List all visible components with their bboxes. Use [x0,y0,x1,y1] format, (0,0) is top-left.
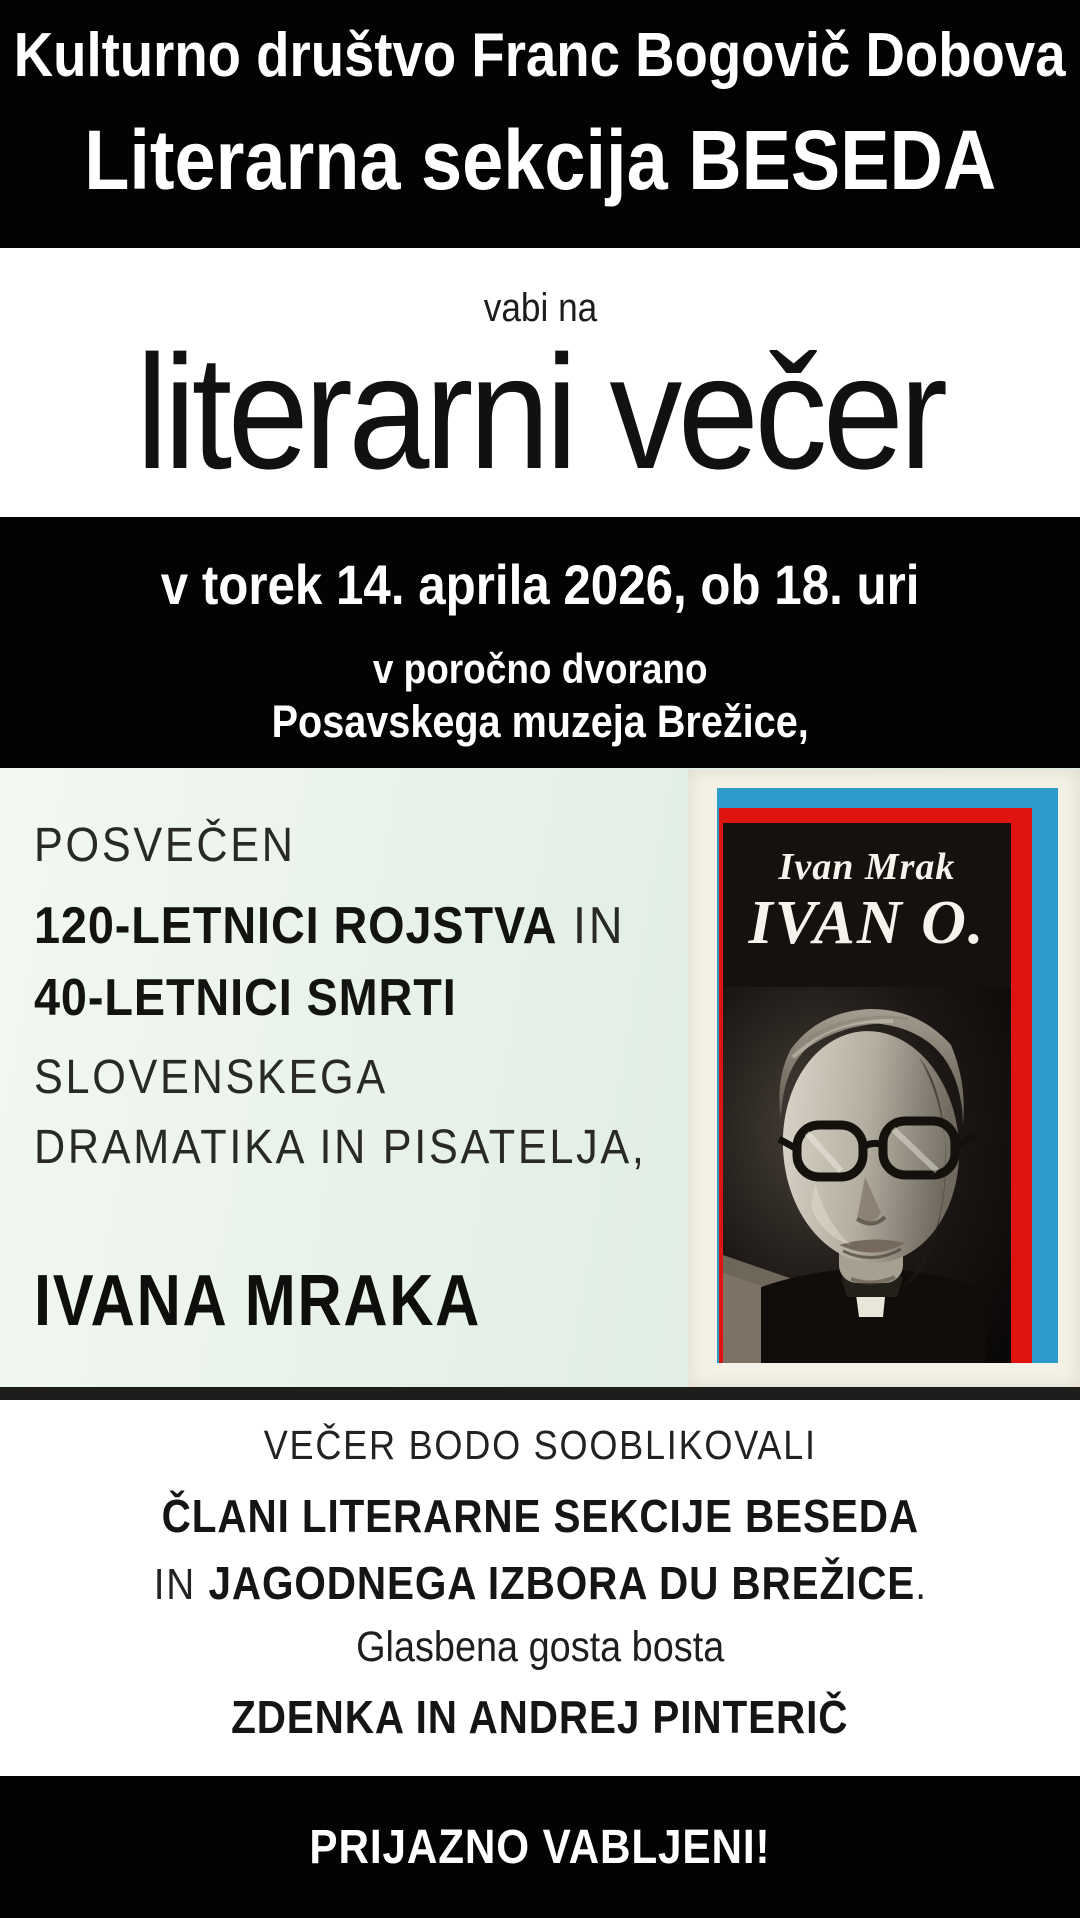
dedication-line2-bold: 120-LETNICI ROJSTVA [34,897,558,955]
program-line3-prefix: IN [153,1560,209,1609]
book-cover-blue-frame [717,788,1058,1363]
footer-message [278,1820,802,1875]
book-photo [688,770,1080,1387]
venue-line2 [235,696,845,748]
event-datetime-text: v torek 14. aprila 2026, ob 18. uri [160,553,920,616]
organization-name-text: Kulturno društvo Franc Bogovič Dobova [14,21,1066,90]
book-cover-red-frame [719,808,1032,1363]
program-line5 [0,1690,1080,1743]
dedication-line5 [34,1120,715,1175]
program-section [0,1400,1080,1776]
program-line2-text: ČLANI LITERARNE SEKCIJE BESEDA [161,1490,919,1542]
dedication-line4-text: SLOVENSKEGA [34,1051,388,1104]
dedication-line5-text: DRAMATIKA IN PISATELJA, [34,1121,647,1174]
organization-name [0,12,1080,100]
book-cover-black-field [723,823,1011,1363]
section-name [22,110,1058,210]
dedication-line2 [34,896,691,956]
event-title-text: literarni večer [136,322,944,503]
dedication-line1 [34,818,325,873]
portrait-photo [723,987,1011,1363]
dedication-line2-light: IN [557,897,626,955]
program-line4-text: Glasbena gosta bosta [355,1623,725,1671]
section-name-text: Literarna sekcija BESEDA [83,113,997,207]
program-line3-suffix: . [914,1560,927,1609]
honoree-name [34,1260,560,1342]
dedication-line1-text: POSVEČEN [34,819,296,872]
book-author: Ivan Mrak [778,846,956,888]
program-line4 [0,1623,1080,1671]
program-line1 [0,1422,1080,1468]
date-banner [0,517,1080,768]
book-title: IVAN O. [748,889,986,957]
venue-line2-text: Posavskega muzeja Brežice, [271,696,809,747]
event-datetime [109,553,971,617]
invite-lead-text: vabi na [483,286,597,330]
dedication-line3 [34,968,504,1028]
venue-line1-text: v poročno dvorano [372,645,708,692]
honoree-name-text: IVANA MRAKA [34,1261,482,1341]
program-line3 [0,1556,1080,1609]
invite-section [0,248,1080,517]
program-line3-bold: JAGODNEGA IZBORA DU BREŽICE [208,1557,915,1609]
event-title [0,320,1080,506]
header-banner [0,0,1080,248]
footer-message-text: PRIJAZNO VABLJENI! [309,1820,771,1874]
dedication-line3-text: 40-LETNICI SMRTI [34,969,457,1027]
program-line1-text: VEČER BODO SOOBLIKOVALI [263,1422,817,1468]
program-line5-text: ZDENKA IN ANDREJ PINTERIČ [231,1691,849,1743]
section-divider [0,1387,1080,1400]
book-cover-title-block [723,845,1011,955]
program-line2 [0,1489,1080,1542]
footer-banner [0,1776,1080,1918]
dedication-section [0,768,1080,1387]
venue-line1 [350,645,730,693]
dedication-line4 [34,1050,427,1105]
